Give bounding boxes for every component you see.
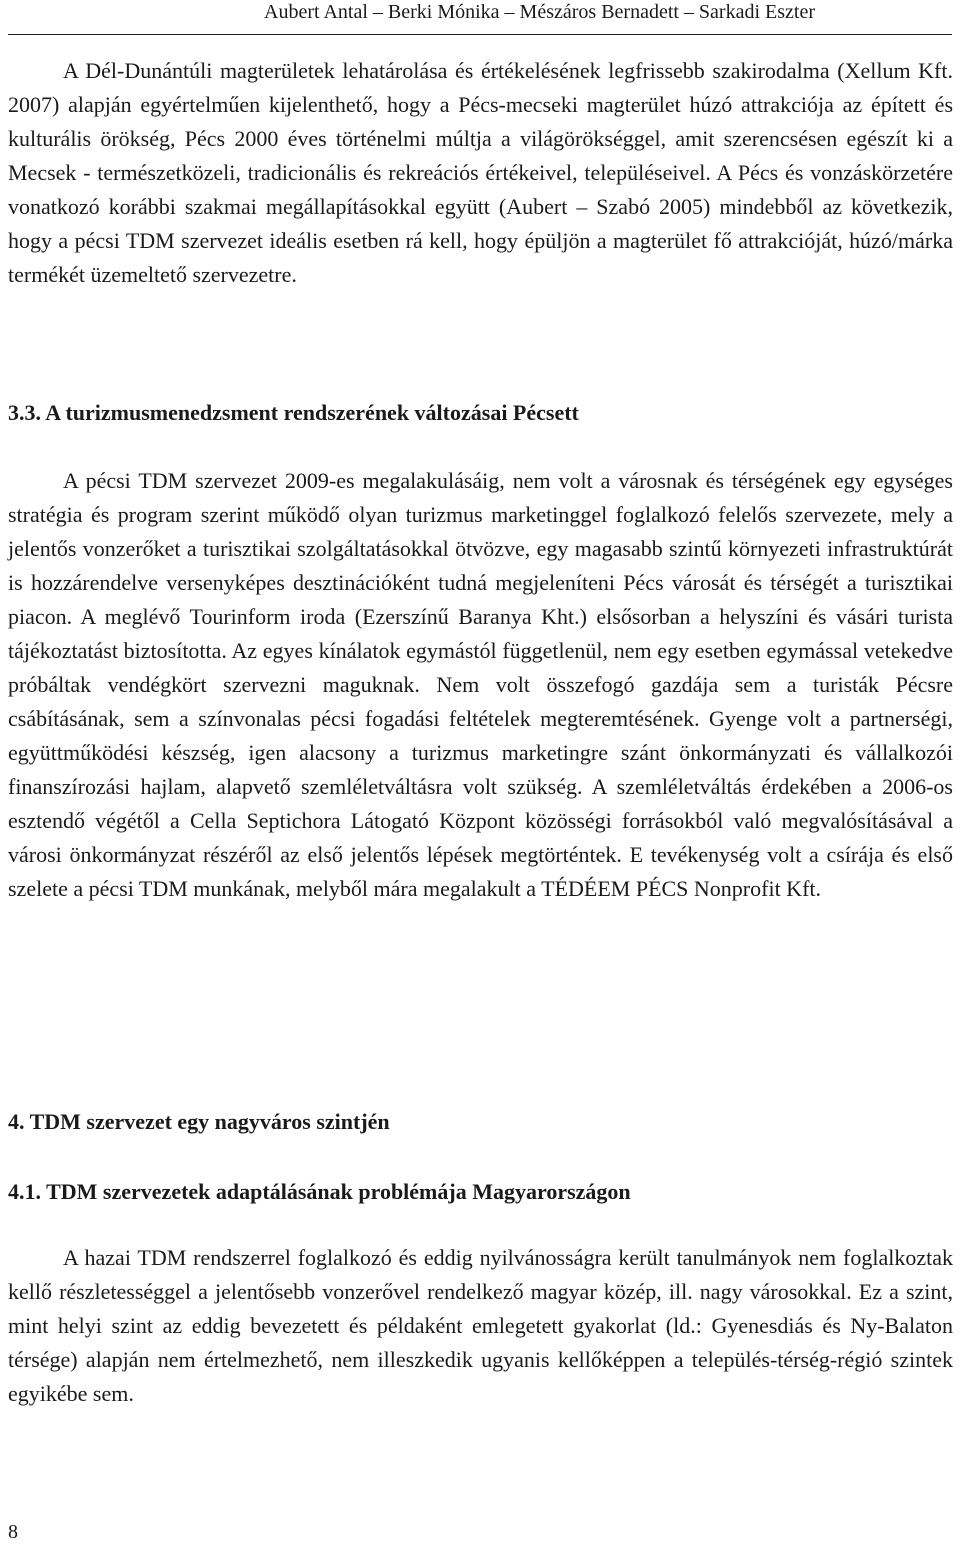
- paragraph-intro: A Dél-Dunántúli magterületek lehatárolása és értékelésének legfrissebb szakirodalma (Xellum Kft. 2007) alapján egyértelműen kijelenthető, hogy a Pécs-mecseki magterület húzó attrakciója az épített és kulturális örökség, Pécs 2000 éves történelmi múltja a világörökséggel, amit szerencsésen egészít ki a Mecsek - természetközeli, tradicionális és rekreációs értékeivel, településeivel. A Pécs és vonzáskörzetére vonatkozó korábbi szakmai megállapításokkal együtt (Aubert – Szabó 2005) mindebből az következik, hogy a pécsi TDM szervezet ideális esetben rá kell, hogy épüljön a magterület fő attrakcióját, húzó/márka termékét üzemeltető szervezetre.: [8, 58, 953, 287]
- heading-4-1: 4.1. TDM szervezetek adaptálásának problémája Magyarországon: [8, 1179, 631, 1204]
- heading-3-3: 3.3. A turizmusmenedzsment rendszerének változásai Pécsett: [8, 400, 579, 425]
- paragraph-national-tdm: A hazai TDM rendszerrel foglalkozó és eddig nyilvánosságra került tanulmányok nem foglalkoztak kellő részletességgel a jelentősebb vonzerővel rendelkező magyar közép, ill. nagy városokkal. Ez a szint, mint helyi szint az eddig bevezetett és példaként emlegetett gyakorlat (ld.: Gyenesdiás és Ny-Balaton térsége) alapján nem értelmezhető, nem illeszkedik ugyanis kellőképpen a település-térség-régió szintek egyikébe sem.: [8, 1245, 953, 1406]
- paragraph-tdm-history: A pécsi TDM szervezet 2009-es megalakulásáig, nem volt a városnak és térségének egy egységes stratégia és program szerint működő olyan turizmus marketinggel foglalkozó felelős szervezete, mely a jelentős vonzerőket a turisztikai szolgáltatásokkal ötvözve, egy magasabb szintű környezeti infrastruktúrát is hozzárendelve versenyképes desztinációként tudná megjeleníteni Pécs városát és térségét a turisztikai piacon. A meglévő Tourinform iroda (Ezerszínű Baranya Kht.) elsősorban a helyszíni és vásári turista tájékoztatást biztosította. Az egyes kínálatok egymástól függetlenül, nem egy esetben egymással vetekedve próbáltak vendégkört szervezni maguknak. Nem volt összefogó gazdája sem a turisták Pécsre csábításának, sem a színvonalas pécsi fogadási feltételek megteremtésének. Gyenge volt a partnerségi, együttműködési készség, igen alacsony a turizmus marketingre szánt önkormányzati és vállalkozói finanszírozási hajlam, alapvető szemléletváltásra volt szükség. A szemléletváltás érdekében a 2006-os esztendő végétől a Cella Septichora Látogató Központ közösségi forrásokból való megvalósításával a városi önkormányzat részéről az első jelentős lépések megtörténtek. E tevékenység volt a csírája és első szelete a pécsi TDM munkának, melyből mára megalakult a TÉDÉEM PÉCS Nonprofit Kft.: [8, 468, 953, 901]
- running-header: Aubert Antal – Berki Mónika – Mészáros Bernadett – Sarkadi Eszter: [264, 1, 815, 23]
- header-rule: [8, 34, 952, 35]
- page-number: 8: [8, 1521, 18, 1543]
- heading-4: 4. TDM szervezet egy nagyváros szintjén: [8, 1109, 390, 1134]
